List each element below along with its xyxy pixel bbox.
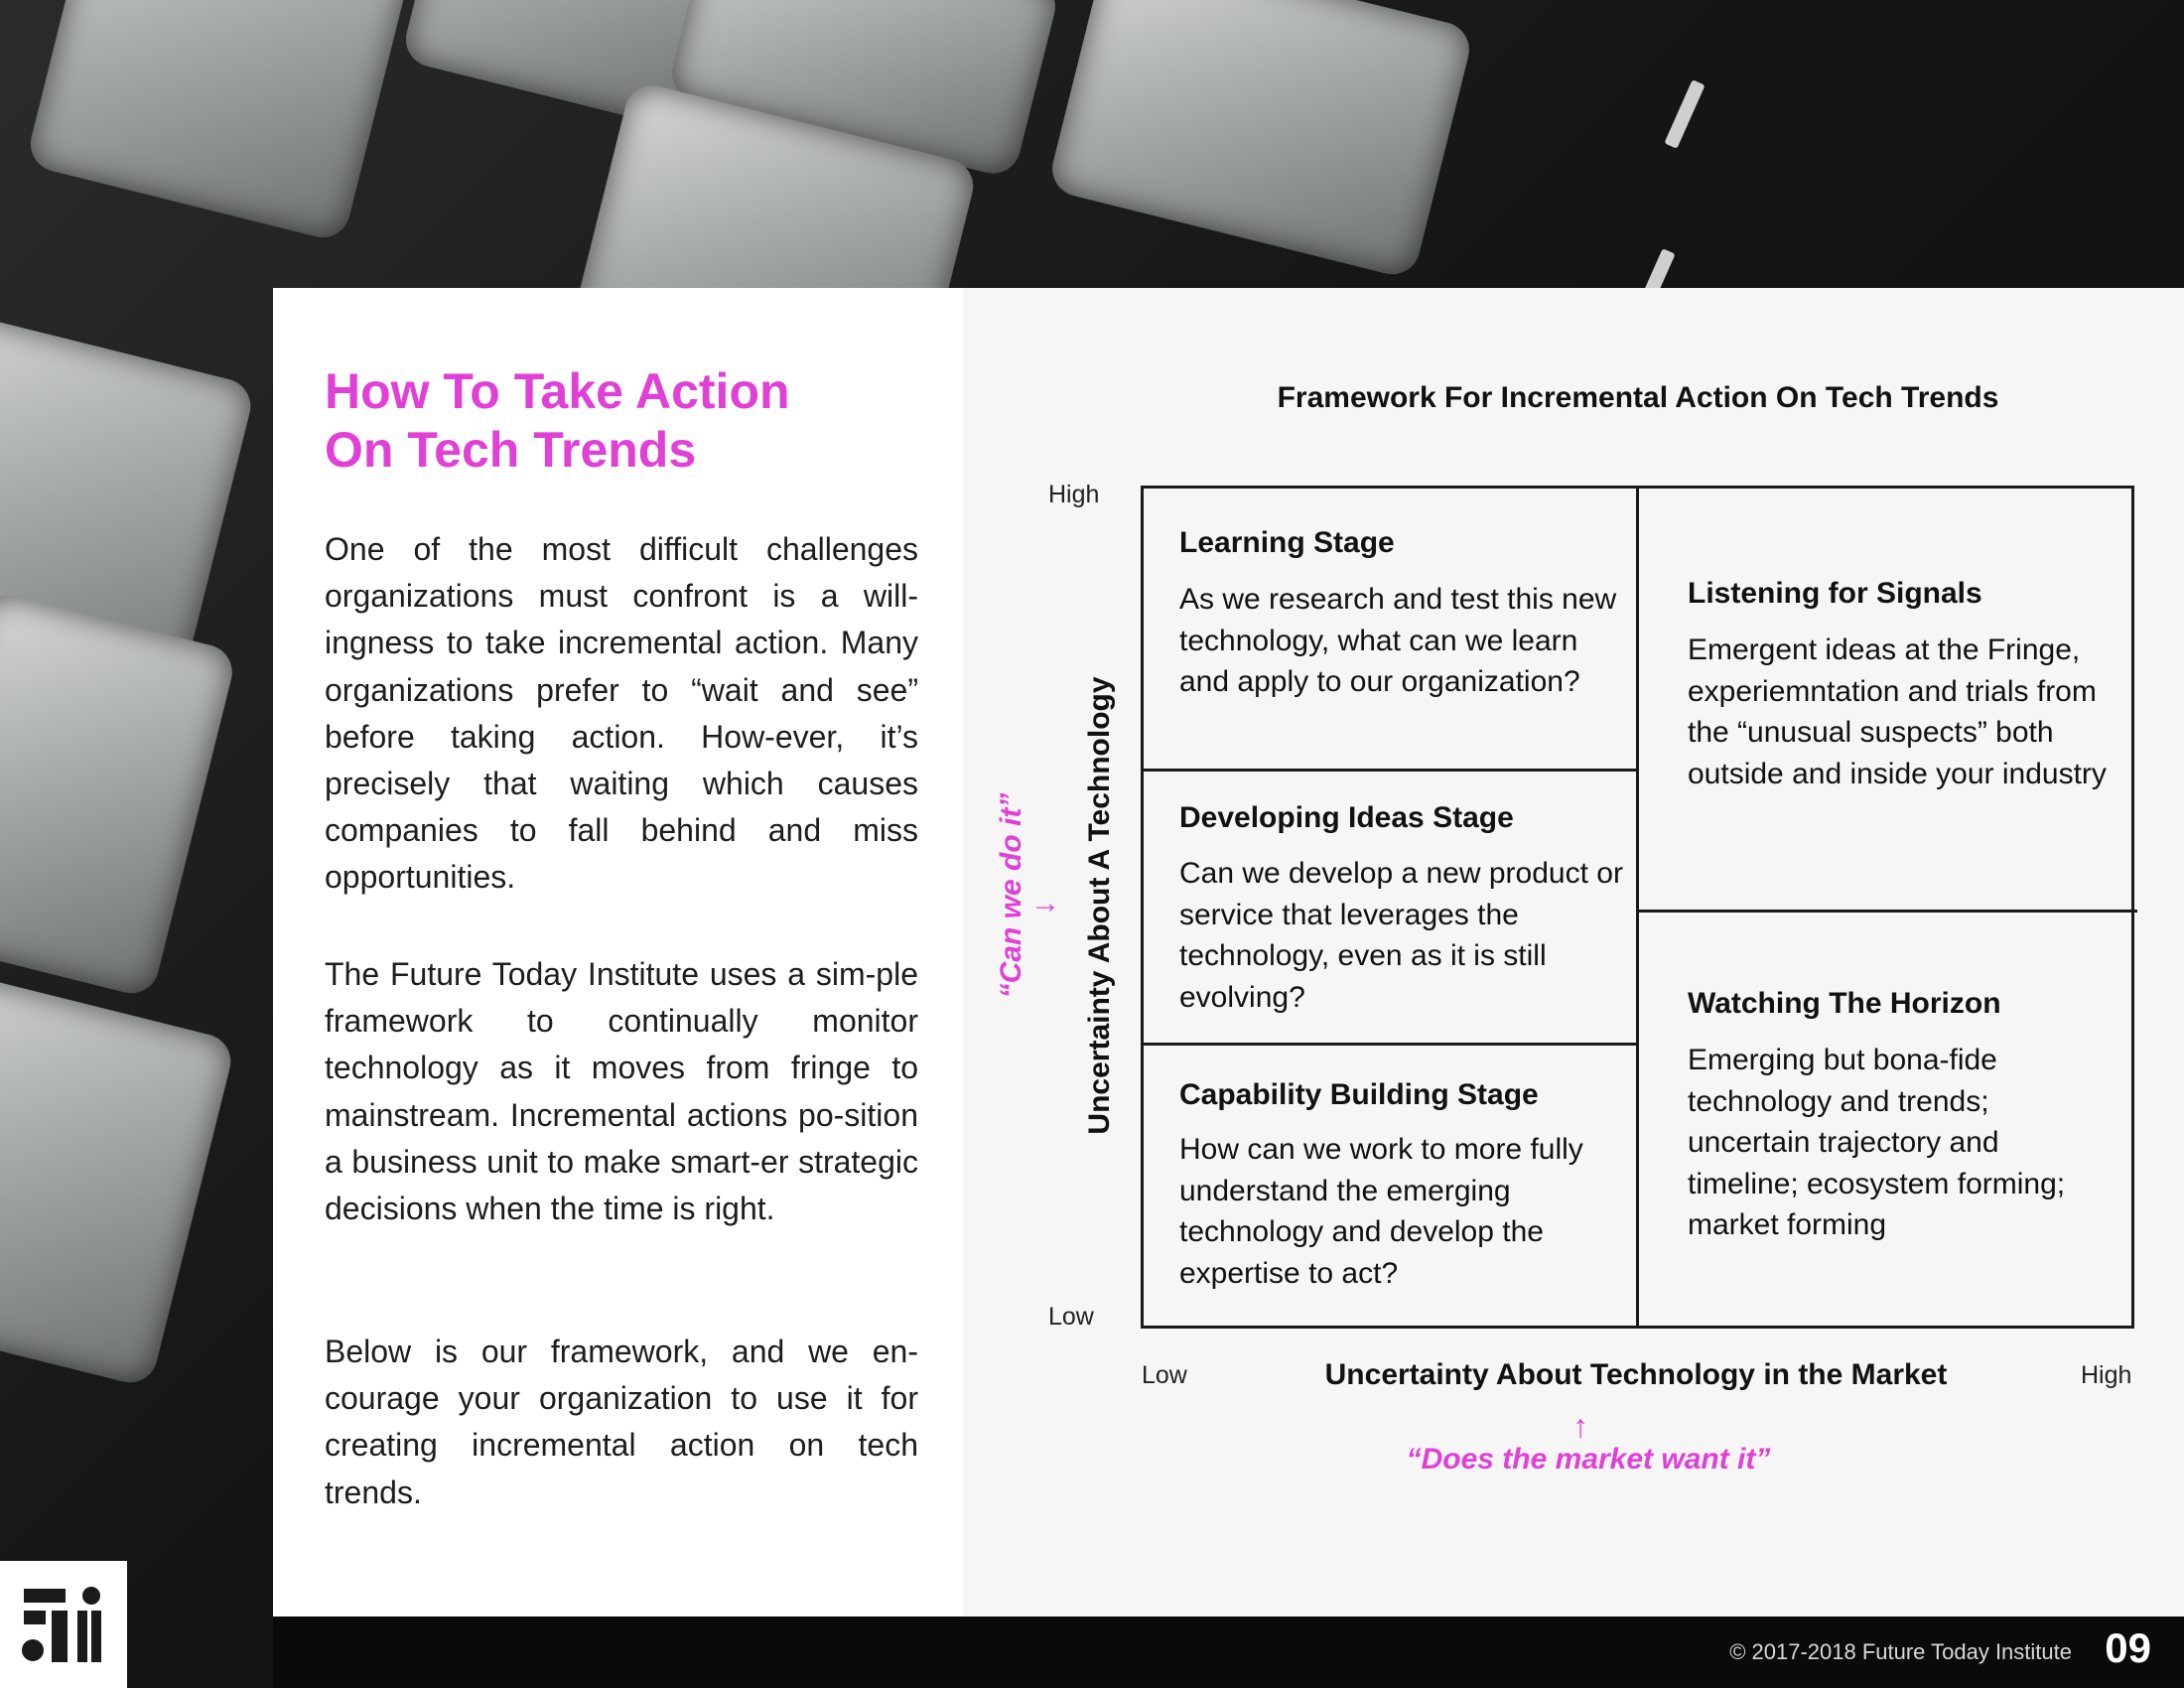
arrow-up-icon: ↑ — [1572, 1408, 1588, 1444]
body-paragraph-1: One of the most difficult challenges organizations must confront is a will-ingness to take incremental action. Many organizations prefer to “wait and see” before taking action. How-ever, it’s precisely that waiting which causes companies to fall behind and miss opportunities. — [325, 531, 918, 896]
cell-text: How can we work to more fully understand the emerging technology and develop the expertise to act? — [1179, 1133, 1583, 1290]
y-axis-high-label: High — [1048, 481, 1100, 508]
x-axis-quote: “Does the market want it” — [1406, 1443, 1771, 1476]
cell-title: Learning Stage — [1179, 526, 1395, 559]
body-paragraph-2: The Future Today Institute uses a sim-ple framework to continually monitor technology as it moves from fringe to mainstream. Incremental actions po-sition a business unit to make smart-er strategic decisions when the time is right. — [325, 956, 918, 1227]
page-title — [325, 362, 940, 480]
cell-text: Emerging but bona-fide technology and trends; uncertain trajectory and timeline; ecosystem forming; market forming — [1688, 1044, 2066, 1241]
matrix-divider-left-2 — [1144, 1043, 1636, 1046]
page-number: 09 — [2105, 1624, 2151, 1671]
framework-title: Framework For Incremental Action On Tech Trends — [1277, 381, 1999, 414]
y-axis-quote-text: “Can we do it” — [995, 792, 1027, 999]
page-title-line-2: On Tech Trends — [325, 422, 697, 478]
cell-title: Developing Ideas Stage — [1179, 801, 1514, 834]
cell-title: Listening for Signals — [1688, 577, 1982, 610]
fti-logo-icon — [0, 1561, 127, 1688]
arrow-right-icon: → — [1030, 887, 1060, 919]
x-axis-title: Uncertainty About Technology in the Market — [1324, 1358, 1948, 1391]
framework-matrix — [1141, 486, 2134, 1329]
cell-text: Emergent ideas at the Fringe, experiemntation and trials from the “unusual suspects” both outside and inside your industry — [1688, 633, 2107, 790]
y-axis-title-text: Uncertainty About A Technology — [1083, 676, 1116, 1135]
cell-text: As we research and test this new technology, what can we learn and apply to our organization? — [1179, 583, 1617, 698]
matrix-divider-left-1 — [1144, 769, 1636, 772]
cell-title: Capability Building Stage — [1179, 1078, 1539, 1111]
matrix-vertical-divider — [1636, 489, 1639, 1326]
cell-title: Watching The Horizon — [1688, 987, 2001, 1020]
matrix-divider-right — [1636, 910, 2137, 913]
y-axis-low-label: Low — [1048, 1303, 1094, 1331]
x-axis-high-label: High — [2081, 1361, 2132, 1389]
copyright-text: © 2017-2018 Future Today Institute — [1729, 1639, 2072, 1664]
page-title-line-1: How To Take Action — [325, 363, 790, 419]
body-paragraph-3: Below is our framework, and we en-courage your organization to use it for creating incremental action on tech trends. — [325, 1334, 918, 1510]
cell-text: Can we develop a new product or service that leverages the technology, even as it is still evolving? — [1179, 857, 1623, 1014]
x-axis-low-label: Low — [1142, 1361, 1187, 1389]
